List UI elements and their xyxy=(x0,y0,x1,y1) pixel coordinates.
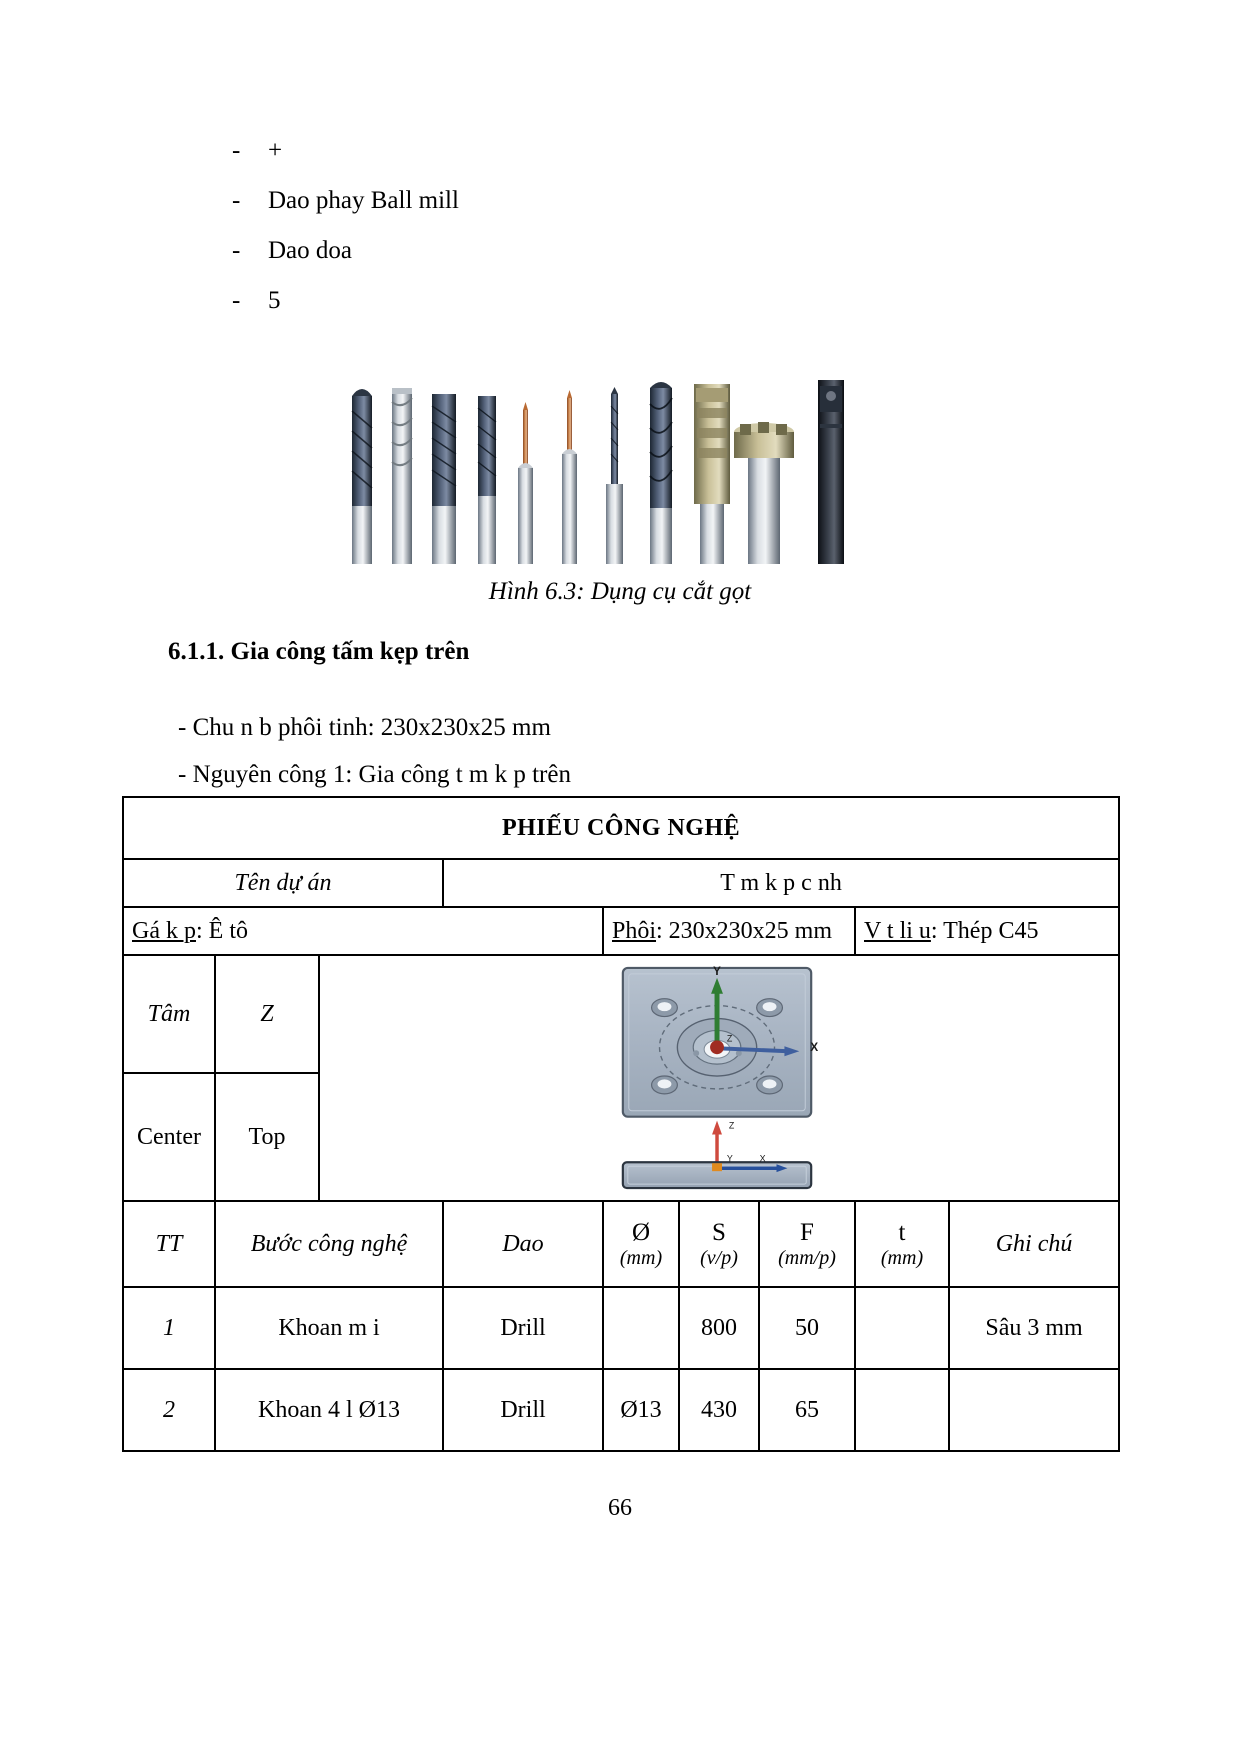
table-row xyxy=(123,1369,1119,1451)
axis-z-label-side: Z xyxy=(728,1120,735,1131)
cutting-tools-figure xyxy=(330,336,850,574)
plate-top-view xyxy=(623,964,818,1117)
tool-micro-drill-copper-2 xyxy=(562,390,577,564)
row-spindle-speed: 430 xyxy=(679,1369,759,1451)
bullet-dash-icon: - xyxy=(232,187,241,214)
row-depth xyxy=(855,1369,949,1451)
origin-col2-label: Z xyxy=(215,955,319,1073)
cutting-tools-image xyxy=(330,336,850,574)
tool-bullet-list xyxy=(232,126,932,326)
tool-indexable-endmill xyxy=(694,384,730,564)
cad-view-cell xyxy=(319,955,1119,1201)
diameter-symbol: Ø xyxy=(631,1219,651,1247)
technology-card-table xyxy=(122,796,1120,1452)
project-name-label: Tên dự án xyxy=(123,859,443,907)
tool-three-flute-endmill xyxy=(392,388,412,564)
row-diameter: Ø13 xyxy=(603,1369,679,1451)
tool-roughing-endmill xyxy=(432,394,456,564)
list-item-label: Dao doa xyxy=(268,237,352,264)
tool-face-mill xyxy=(734,422,794,564)
ops-header-diameter xyxy=(603,1201,679,1287)
tool-twist-drill-large xyxy=(650,382,672,564)
cad-plate-origin-view xyxy=(328,964,1110,1192)
page-number: 66 xyxy=(608,1495,632,1521)
page-title: 6.1.1. Gia công tấm kẹp trên xyxy=(168,638,470,665)
row-feed: 50 xyxy=(759,1287,855,1369)
tool-black-holder xyxy=(818,380,844,564)
project-name-value: T m k p c nh xyxy=(443,859,1119,907)
list-item xyxy=(232,276,932,326)
material-label: V t li u xyxy=(864,917,931,944)
list-item xyxy=(232,176,932,226)
bullet-dash-icon: - xyxy=(232,237,241,264)
row-index: 2 xyxy=(123,1369,215,1451)
row-depth xyxy=(855,1287,949,1369)
figure-caption: Hình 6.3: Dụng cụ cắt gọt xyxy=(488,578,752,605)
axis-x-label-side: X xyxy=(759,1153,766,1164)
axis-x-label-top: X xyxy=(810,1040,819,1055)
svg-text:Y: Y xyxy=(726,1153,733,1164)
row-feed: 65 xyxy=(759,1369,855,1451)
row-diameter xyxy=(603,1287,679,1369)
origin-col2-value: Top xyxy=(215,1073,319,1201)
origin-col1-value: Center xyxy=(123,1073,215,1201)
card-title: PHIẾU CÔNG NGHỆ xyxy=(123,797,1119,859)
tool-ball-endmill xyxy=(352,389,372,564)
material-value: : Thép C45 xyxy=(930,917,1039,944)
tool-twist-drill-small xyxy=(606,387,623,564)
axis-z-label-top: Z xyxy=(726,1033,733,1044)
intro-line: - Nguyên công 1: Gia công t m k p trên xyxy=(178,761,571,788)
bullet-dash-icon: - xyxy=(232,287,241,314)
row-tool: Drill xyxy=(443,1287,603,1369)
tool-four-flute-endmill xyxy=(478,396,496,564)
tool-micro-drill-copper xyxy=(518,402,533,564)
row-step: Khoan m i xyxy=(215,1287,443,1369)
feed-unit: (mm/p) xyxy=(778,1246,836,1269)
fixture-label: Gá k p xyxy=(132,917,196,944)
section-intro-lines xyxy=(178,704,1078,798)
row-note xyxy=(949,1369,1119,1451)
list-item-label: + xyxy=(268,137,283,164)
material-cell xyxy=(855,907,1119,955)
fixture-cell xyxy=(123,907,603,955)
cad-plate-svg xyxy=(584,964,854,1192)
depth-symbol: t xyxy=(898,1219,906,1247)
row-tool: Drill xyxy=(443,1369,603,1451)
row-index: 1 xyxy=(123,1287,215,1369)
blank-label: Phôi xyxy=(612,917,657,944)
row-note: Sâu 3 mm xyxy=(949,1287,1119,1369)
intro-line: - Chu n b phôi tinh: 230x230x25 mm xyxy=(178,714,551,741)
blank-value: : 230x230x25 mm xyxy=(656,917,833,944)
depth-unit: (mm) xyxy=(880,1246,924,1269)
list-item xyxy=(232,226,932,276)
row-spindle-speed: 800 xyxy=(679,1287,759,1369)
ops-header-note: Ghi chú xyxy=(949,1201,1119,1287)
ops-header-depth xyxy=(855,1201,949,1287)
fixture-value: : Ê tô xyxy=(195,917,248,944)
row-step: Khoan 4 l Ø13 xyxy=(215,1369,443,1451)
diameter-unit: (mm) xyxy=(619,1246,663,1269)
list-item xyxy=(232,126,932,176)
feed-symbol: F xyxy=(800,1219,814,1247)
spindle-speed-symbol: S xyxy=(712,1219,726,1247)
spindle-speed-unit: (v/p) xyxy=(700,1246,738,1269)
list-item-label: 5 xyxy=(268,287,281,314)
plate-side-view xyxy=(623,1121,811,1188)
ops-header-step: Bước công nghệ xyxy=(215,1201,443,1287)
ops-header-spindle-speed xyxy=(679,1201,759,1287)
blank-cell xyxy=(603,907,855,955)
ops-header-feed xyxy=(759,1201,855,1287)
axis-y-label: Y xyxy=(713,964,722,978)
ops-header-tool: Dao xyxy=(443,1201,603,1287)
origin-col1-label: Tâm xyxy=(123,955,215,1073)
bullet-dash-icon: - xyxy=(232,137,241,164)
ops-header-tt: TT xyxy=(123,1201,215,1287)
table-row xyxy=(123,1287,1119,1369)
list-item-label: Dao phay Ball mill xyxy=(268,187,459,214)
